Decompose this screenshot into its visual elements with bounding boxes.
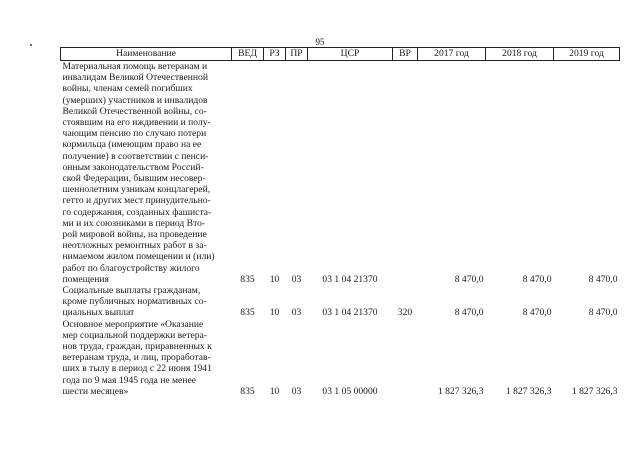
row-name-line: получение) в соответствии с пенси-	[62, 150, 209, 162]
row-name-line: шести месяцев»	[62, 385, 129, 397]
row-name-line: ской Федерации, бывшим несовер-	[62, 173, 206, 185]
row-name-line: ших в тылу в период с 22 июня 1941	[62, 363, 212, 375]
cell-rz: 10	[269, 385, 280, 397]
row-name-line: кроме публичных нормативных со-	[62, 296, 207, 308]
cell-y2018: 8 470,0	[522, 307, 552, 319]
row-name-line: циальных выплат	[62, 307, 135, 319]
row-name-line: кормильца (имеющим право на ее	[62, 139, 202, 151]
cell-pr: 03	[291, 385, 302, 397]
cell-y2018: 1 827 326,3	[505, 385, 552, 397]
header-vr: ВР	[393, 48, 418, 61]
row-name-line: нов труда, граждан, приравненных к	[62, 341, 212, 353]
table-row	[61, 319, 620, 397]
cell-y2019: 8 470,0	[588, 307, 618, 319]
header-name: Наименование	[61, 48, 232, 61]
row-name	[61, 319, 232, 397]
cell-csr: 03 1 04 21370	[322, 307, 378, 319]
cell-vr	[393, 61, 418, 286]
row-name-line: го содержания, созданных фашиста-	[62, 206, 212, 218]
cell-y2019: 1 827 326,3	[571, 385, 618, 397]
cell-rz: 10	[269, 273, 280, 285]
cell-pr: 03	[291, 307, 302, 319]
row-name-line: рой мировой войны, на проведение	[62, 229, 207, 241]
table-row	[61, 61, 620, 286]
row-name-line: стоявшим на его иждивении и полу-	[62, 117, 211, 129]
row-name-line: года по 9 мая 1945 года не менее	[62, 374, 196, 386]
row-name-line: Материальная помощь ветеранам и	[62, 61, 208, 72]
cell-ved: 835	[240, 273, 255, 285]
row-name-line: шеннолетним узникам концлагерей,	[62, 184, 211, 196]
scan-mark	[30, 44, 32, 46]
header-row	[61, 48, 620, 61]
row-name-line: онным законодательством Россий-	[62, 161, 204, 173]
row-name-line: неотложных ремонтных работ в за-	[62, 240, 207, 252]
header-pr: ПР	[286, 48, 308, 61]
cell-pr: 03	[291, 273, 302, 285]
row-name	[61, 61, 232, 286]
cell-y2019: 8 470,0	[588, 273, 618, 285]
cell-y2017: 1 827 326,3	[437, 385, 484, 397]
header-2017: 2017 год	[418, 48, 486, 61]
row-name-line: ветеранам труда, и лиц, проработав-	[62, 352, 211, 364]
cell-rz: 10	[269, 307, 280, 319]
row-name-line: чающим пенсию по случаю потери	[62, 128, 207, 140]
row-name	[61, 285, 232, 319]
cell-ved: 835	[240, 385, 255, 397]
row-name-line: инвалидам Великой Отечественной	[62, 72, 208, 84]
row-name-line: мер социальной поддержки ветера-	[62, 329, 208, 341]
header-2019: 2019 год	[554, 48, 620, 61]
cell-vr	[393, 319, 418, 397]
header-rz: РЗ	[264, 48, 286, 61]
header-2018: 2018 год	[486, 48, 554, 61]
row-name-line: ми и их союзниками в период Вто-	[62, 217, 206, 229]
row-name-line: гетто и других мест принудительно-	[62, 195, 211, 207]
cell-y2017: 8 470,0	[454, 307, 484, 319]
row-name-line: Социальные выплаты гражданам,	[62, 285, 201, 297]
row-name-line: работ по благоустройству жилого	[62, 262, 200, 274]
cell-vr: 320	[397, 307, 413, 319]
header-ved: ВЕД	[232, 48, 264, 61]
row-name-line: Основное мероприятие «Оказание	[62, 318, 204, 330]
cell-csr: 03 1 05 00000	[322, 385, 378, 397]
row-name-line: Великой Отечественной войны, со-	[62, 105, 207, 117]
page-number: 95	[315, 37, 325, 47]
cell-csr: 03 1 04 21370	[322, 273, 378, 285]
cell-y2018: 8 470,0	[522, 273, 552, 285]
cell-ved: 835	[240, 307, 255, 319]
table-row	[61, 285, 620, 319]
budget-table	[60, 47, 620, 397]
row-name-line: помещения	[62, 273, 109, 285]
row-name-line: нимаемом жилом помещении и (или)	[62, 251, 215, 263]
header-csr: ЦСР	[308, 48, 393, 61]
cell-y2017: 8 470,0	[454, 273, 484, 285]
row-name-line: войны, членам семей погибших	[62, 83, 193, 95]
row-name-line: (умерших) участников и инвалидов	[62, 94, 208, 106]
